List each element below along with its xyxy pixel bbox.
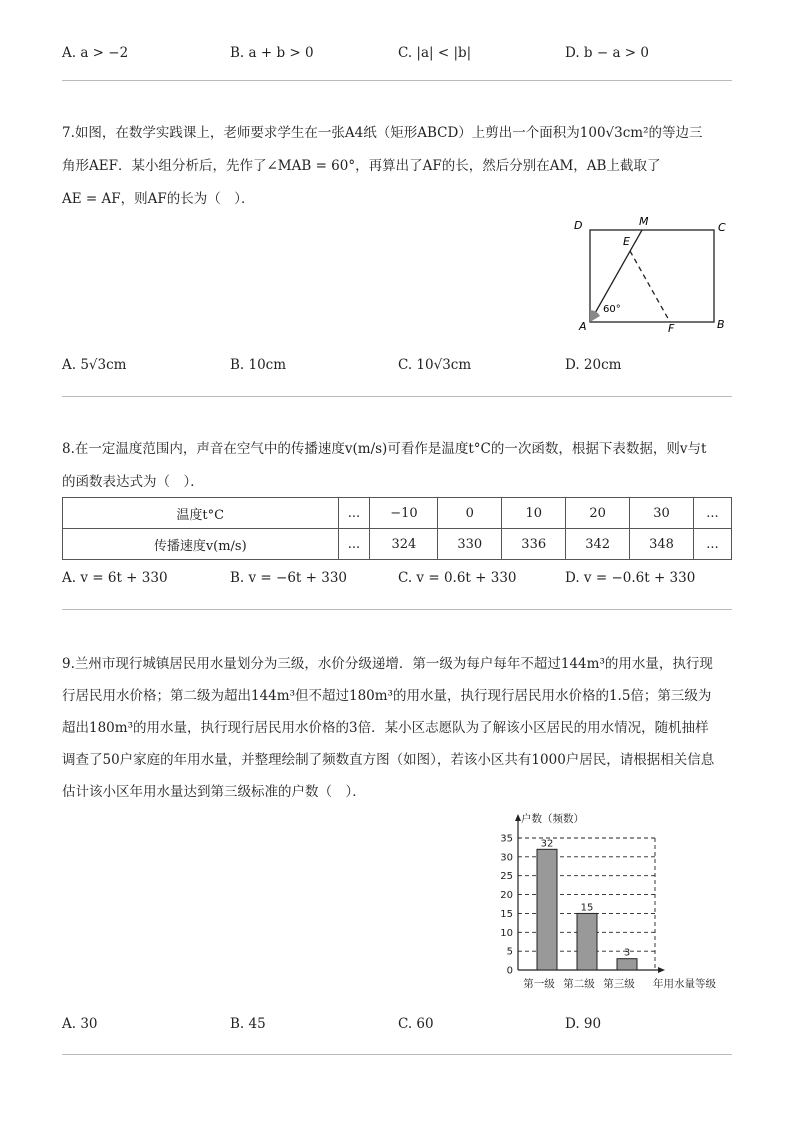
table-header-temp: 温度t°C xyxy=(63,498,339,529)
table-cell: 20 xyxy=(566,498,630,529)
label-c: C xyxy=(718,221,726,234)
label-angle-60: 60° xyxy=(603,304,621,315)
table-row xyxy=(63,529,732,560)
table-cell: ... xyxy=(338,498,370,529)
q7-option-c[interactable]: C. 10√3cm xyxy=(398,357,472,373)
q7-stem-line1: 7.如图，在数学实践课上，老师要求学生在一张A4纸（矩形ABCD）上剪出一个面积为100√3cm²的等边三 xyxy=(62,125,703,141)
table-cell: 0 xyxy=(438,498,502,529)
y-tick-label: 5 xyxy=(506,946,513,958)
q9-stem-line1: 9.兰州市现行城镇居民用水量划分为三级，水价分级递增．第一级为每户每年不超过144m³的用水量，执行现 xyxy=(62,656,713,672)
table-cell: −10 xyxy=(370,498,438,529)
q8-stem-line2: 的函数表达式为（ ）． xyxy=(62,474,204,490)
table-cell: 348 xyxy=(630,529,694,560)
q9-stem-line5: 估计该小区年用水量达到第三级标准的户数（ ）． xyxy=(62,784,366,800)
y-tick-label: 15 xyxy=(500,908,513,920)
bar-2 xyxy=(577,913,597,970)
q6-option-b[interactable]: B. a + b > 0 xyxy=(230,45,314,61)
label-f: F xyxy=(668,322,675,335)
table-cell: ... xyxy=(338,529,370,560)
label-d: D xyxy=(574,219,583,232)
q8-option-d[interactable]: D. v = −0.6t + 330 xyxy=(565,570,696,586)
divider xyxy=(62,80,732,81)
table-cell: 342 xyxy=(566,529,630,560)
y-tick-label: 0 xyxy=(506,965,513,977)
y-tick-label: 30 xyxy=(500,852,513,864)
q8-option-b[interactable]: B. v = −6t + 330 xyxy=(230,570,348,586)
bar-1 xyxy=(537,849,557,970)
q6-option-a[interactable]: A. a > −2 xyxy=(62,45,129,61)
q7-stem-line3: AE = AF，则AF的长为（ ）． xyxy=(62,191,255,207)
q8-option-a[interactable]: A. v = 6t + 330 xyxy=(62,570,168,586)
q7-option-d[interactable]: D. 20cm xyxy=(565,357,622,373)
q9-option-d[interactable]: D. 90 xyxy=(565,1016,602,1032)
label-m: M xyxy=(639,215,649,228)
q8-stem-line1: 8.在一定温度范围内，声音在空气中的传播速度v(m/s)可看作是温度t°C的一次函数，根据下表数据，则v与t xyxy=(62,441,707,457)
q7-stem-line2: 角形AEF．某小组分析后，先作了∠MAB = 60°，再算出了AF的长，然后分别在AM，AB上截取了 xyxy=(62,158,661,174)
table-cell: 30 xyxy=(630,498,694,529)
table-cell: ... xyxy=(693,498,731,529)
q9-histogram-chart xyxy=(490,808,735,998)
y-axis-label: 户数（频数） xyxy=(521,813,584,825)
q7-rectangle-figure xyxy=(570,215,740,340)
x-category-label: 第二级 xyxy=(563,978,595,990)
table-row xyxy=(63,498,732,529)
label-e: E xyxy=(623,235,630,248)
divider xyxy=(62,609,732,610)
q8-data-table xyxy=(62,497,732,560)
divider xyxy=(62,1054,732,1055)
bar-value-label: 3 xyxy=(623,947,631,959)
table-cell: 324 xyxy=(370,529,438,560)
q9-option-b[interactable]: B. 45 xyxy=(230,1016,266,1032)
x-axis-label: 年用水量等级 xyxy=(653,978,716,990)
table-header-speed: 传播速度v(m/s) xyxy=(63,529,339,560)
q9-option-a[interactable]: A. 30 xyxy=(62,1016,98,1032)
q9-stem-line4: 调查了50户家庭的年用水量，并整理绘制了频数直方图（如图），若该小区共有1000户居民，请根据相关信息 xyxy=(62,752,715,768)
table-cell: 336 xyxy=(502,529,566,560)
divider xyxy=(62,396,732,397)
label-a: A xyxy=(579,320,587,333)
bar-3 xyxy=(617,959,637,970)
q6-option-c[interactable]: C. |a| < |b| xyxy=(398,45,472,61)
q8-option-c[interactable]: C. v = 0.6t + 330 xyxy=(398,570,517,586)
y-tick-label: 35 xyxy=(500,833,513,845)
y-tick-label: 25 xyxy=(500,871,513,883)
x-category-label: 第一级 xyxy=(523,978,555,990)
label-b: B xyxy=(717,318,725,331)
q9-stem-line2: 行居民用水价格；第二级为超出144m³但不超过180m³的用水量，执行现行居民用水价格的1.5倍；第三级为 xyxy=(62,688,712,704)
x-category-label: 第三级 xyxy=(603,978,635,990)
bar-value-label: 32 xyxy=(540,838,554,850)
table-cell: ... xyxy=(693,529,731,560)
y-tick-label: 10 xyxy=(500,927,513,939)
q9-option-c[interactable]: C. 60 xyxy=(398,1016,434,1032)
y-tick-label: 20 xyxy=(500,890,513,902)
x-axis-arrow xyxy=(658,967,665,973)
q6-option-d[interactable]: D. b − a > 0 xyxy=(565,45,649,61)
q7-option-a[interactable]: A. 5√3cm xyxy=(62,357,127,373)
table-cell: 330 xyxy=(438,529,502,560)
q9-stem-line3: 超出180m³的用水量，执行现行居民用水价格的3倍．某小区志愿队为了解该小区居民的用水情况，随机抽样 xyxy=(62,720,709,736)
bar-value-label: 15 xyxy=(580,902,594,914)
table-cell: 10 xyxy=(502,498,566,529)
q7-option-b[interactable]: B. 10cm xyxy=(230,357,287,373)
